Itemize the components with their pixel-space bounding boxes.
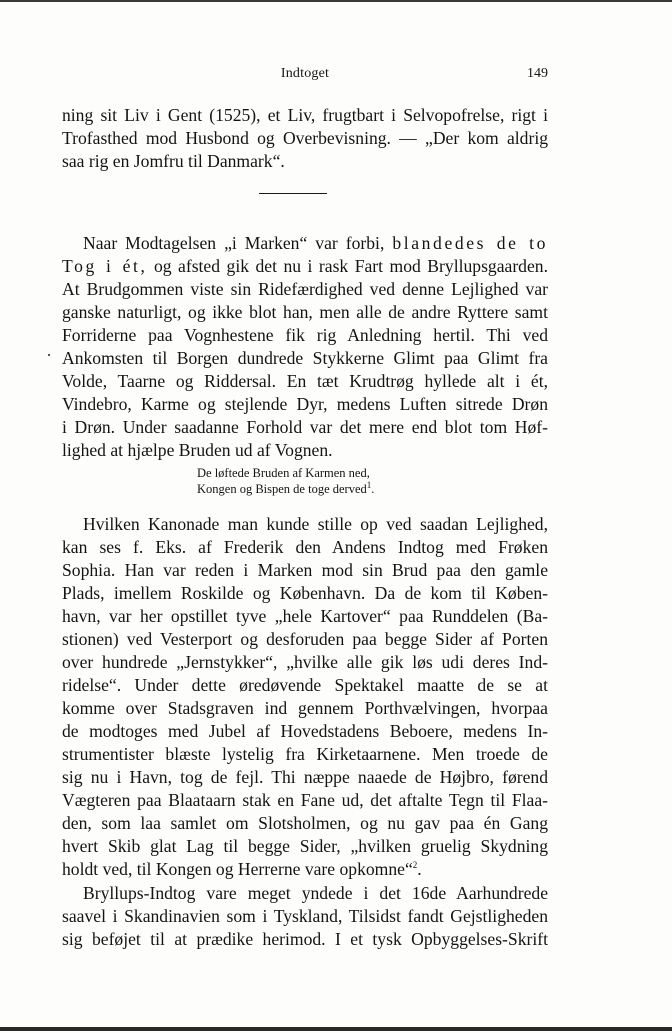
text-line: kan ses f. Eks. af Frederik den Andens Indtog med Frøken	[62, 537, 548, 557]
text-segment: Naar Modtagelsen „i Marken“ var forbi,	[83, 233, 393, 253]
text-line: Plads, imellem Roskilde og København. Da de kom til Køben-	[62, 583, 548, 603]
quote-text: Kongen og Bispen de toge derved	[197, 482, 367, 496]
text-line: stionen) ved Vesterport og desforuden paa begge Sider af Porten	[62, 629, 548, 649]
quote-text-end: .	[371, 482, 375, 496]
text-line: havn, var her opstillet tyve „hele Kartover“ paa Runddelen (Ba-	[62, 606, 548, 626]
text-line	[62, 255, 548, 277]
emphasized-text: blandedes de to	[392, 233, 548, 253]
text-line: At Brudgommen viste sin Ridefærdighed ved denne Lejlighed var	[62, 279, 548, 299]
text-line: sig nu i Havn, tog de fejl. Thi næppe naaede de Højbro, førend	[62, 767, 548, 787]
text-segment: og afsted gik det nu i rask Fart mod Bryllupsgaarden.	[147, 256, 548, 276]
text-line: over hundrede „Jernstykker“, „hvilke alle gik løs udi deres Ind-	[62, 652, 548, 672]
text-segment-end: .	[417, 859, 422, 879]
text-line: saa rig en Jomfru til Danmark“.	[62, 151, 285, 171]
text-line: strumentister blæste lystelig fra Kirketaarnene. Men troede de	[62, 744, 548, 764]
emphasized-text: Tog i ét,	[62, 256, 148, 276]
text-line: sig beføjet til at prædike herimod. I et tysk Opbyggelses-Skrift	[62, 929, 548, 949]
text-line: Vindebro, Karme og stejlende Dyr, medens Luften sitrede Drøn	[62, 394, 548, 414]
text-line: den, som laa samlet om Slotsholmen, og nu gav paa én Gang	[62, 813, 548, 833]
text-line: Hvilken Kanonade man kunde stille op ved saadan Lejlighed,	[83, 514, 548, 534]
text-line: hvert Skib glat Lag til begge Sider, „hvilken gruelig Skydning	[62, 836, 548, 856]
quote-line	[197, 481, 374, 497]
text-segment: holdt ved, til Kongen og Herrerne vare opkomne“	[62, 859, 413, 879]
page-number: 149	[527, 66, 548, 81]
footnote-ref: 1	[366, 479, 372, 490]
running-title: Indtoget	[280, 66, 330, 81]
text-line: ridelse“. Under dette øredøvende Spektakel maatte de se at	[62, 675, 548, 695]
section-divider	[259, 193, 327, 194]
text-line: lighed at hjælpe Bruden ud af Vognen.	[62, 440, 333, 460]
text-line: Sophia. Han var reden i Marken mod sin Brud paa den gamle	[62, 560, 548, 580]
text-line: ning sit Liv i Gent (1525), et Liv, frugtbart i Selvopofrelse, rigt i	[62, 105, 548, 125]
text-line	[83, 232, 548, 254]
text-line: Ankomsten til Borgen dundrede Stykkerne Glimt paa Glimt fra	[62, 348, 548, 368]
scan-speck	[48, 354, 50, 356]
text-line: de modtoges med Jubel af Hovedstadens Beboere, medens In-	[62, 721, 548, 741]
text-line: Vægteren paa Blaataarn stak en Fane ud, det aftalte Tegn til Flaa-	[62, 790, 548, 810]
text-line: Forriderne paa Vognhestene fik rig Anledning hertil. Thi ved	[62, 325, 548, 345]
text-line: i Drøn. Under saadanne Forhold var det mere end blot tom Høf-	[62, 417, 548, 437]
text-line: Bryllups-Indtog vare meget yndede i det 16de Aarhundrede	[83, 883, 548, 903]
top-scan-edge	[0, 0, 672, 2]
text-line: ganske naturligt, og ikke blot han, men alle de andre Ryttere samt	[62, 302, 548, 322]
bottom-scan-edge	[0, 1027, 672, 1031]
page-header	[62, 66, 548, 86]
text-line: komme over Stadsgraven ind gennem Porthvælvingen, hvorpaa	[62, 698, 548, 718]
quote-line: De løftede Bruden af Karmen ned,	[197, 466, 370, 480]
text-line: Volde, Taarne og Riddersal. En tæt Krudtrøg hyllede alt i ét,	[62, 371, 548, 391]
text-line: Trofasthed mod Husbond og Overbevisning. — „Der kom aldrig	[62, 128, 548, 148]
text-line: saavel i Skandinavien som i Tyskland, Tilsidst fandt Gejstligheden	[62, 906, 548, 926]
text-line	[62, 858, 548, 880]
footnote-ref: 2	[412, 860, 418, 871]
